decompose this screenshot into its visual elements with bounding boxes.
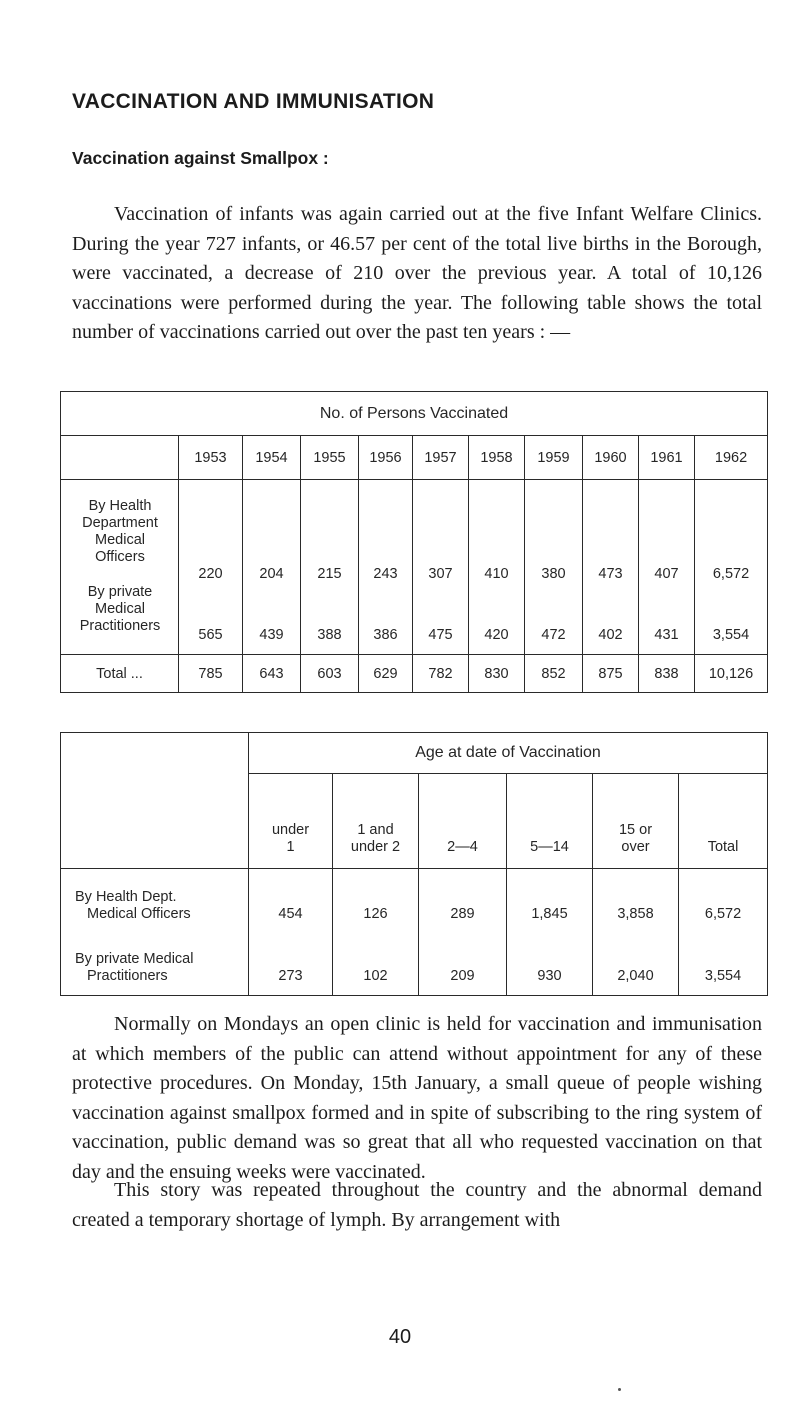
private-value: 3,554	[712, 627, 750, 643]
total-value: 785	[179, 655, 243, 693]
table2-title: Age at date of Vaccination	[249, 733, 768, 774]
total-value: 830	[469, 655, 525, 693]
total-value: 852	[525, 655, 583, 693]
table1-year-header-row	[61, 436, 768, 480]
year-data-cell	[413, 480, 469, 655]
age-at-vaccination-table	[60, 732, 768, 996]
year-data-cell	[243, 480, 301, 655]
health-dept-value: 410	[484, 566, 509, 582]
age-data-cell	[333, 869, 419, 996]
column-header-under-1: under 1	[249, 774, 333, 869]
private-value: 386	[373, 627, 398, 643]
year-data-cell	[525, 480, 583, 655]
health-dept-value: 380	[541, 566, 566, 582]
section-heading: VACCINATION AND IMMUNISATION	[72, 90, 435, 113]
private-value: 565	[198, 627, 223, 643]
private-value: 930	[537, 968, 562, 984]
health-dept-value: 407	[654, 566, 679, 582]
year-header: 1961	[639, 436, 695, 480]
year-header: 1953	[179, 436, 243, 480]
private-value: 102	[363, 968, 388, 984]
health-dept-value: 307	[428, 566, 453, 582]
health-dept-value: 289	[450, 906, 475, 922]
paragraph-lymph-shortage: This story was repeated throughout the country and the abnormal demand created a temporary shortage of lymph. By arrangement with	[72, 1179, 762, 1231]
year-header: 1955	[301, 436, 359, 480]
table1-corner-cell	[61, 436, 179, 480]
health-dept-value: 3,858	[617, 906, 654, 922]
total-value: 643	[243, 655, 301, 693]
private-value: 472	[541, 627, 566, 643]
private-value: 431	[654, 627, 679, 643]
year-data-cell	[469, 480, 525, 655]
table2-data-row	[61, 869, 768, 996]
year-header: 1962	[695, 436, 768, 480]
vaccinations-by-year-table	[60, 391, 768, 693]
table2-corner-cell	[61, 733, 249, 869]
column-header-total: Total	[679, 774, 768, 869]
health-dept-value: 126	[363, 906, 388, 922]
total-value: 603	[301, 655, 359, 693]
private-value: 402	[598, 627, 623, 643]
column-header-2-4: 2—4	[419, 774, 507, 869]
year-header: 1959	[525, 436, 583, 480]
row-label-private-practitioners: By private Medical Practitioners	[79, 584, 161, 634]
row-label-private-medical: By private Medical Practitioners	[75, 951, 194, 984]
subsection-heading: Vaccination against Smallpox :	[72, 148, 329, 168]
year-data-cell	[179, 480, 243, 655]
age-data-cell	[593, 869, 679, 996]
total-label: Total ...	[61, 655, 179, 693]
private-value: 475	[428, 627, 453, 643]
private-value: 439	[259, 627, 284, 643]
private-value: 388	[317, 627, 342, 643]
age-data-cell	[249, 869, 333, 996]
health-dept-value: 215	[317, 566, 342, 582]
health-dept-value: 220	[198, 566, 223, 582]
table1-row-labels	[61, 480, 179, 655]
private-value: 2,040	[617, 968, 654, 984]
age-data-cell	[419, 869, 507, 996]
health-dept-value: 1,845	[531, 906, 568, 922]
private-value: 3,554	[704, 968, 742, 984]
year-data-cell	[359, 480, 413, 655]
year-header: 1960	[583, 436, 639, 480]
year-header: 1958	[469, 436, 525, 480]
private-value: 209	[450, 968, 475, 984]
year-data-cell	[639, 480, 695, 655]
page-number: 40	[388, 1326, 412, 1348]
column-header-1-under-2: 1 and under 2	[333, 774, 419, 869]
total-value: 629	[359, 655, 413, 693]
total-value: 10,126	[695, 655, 768, 693]
age-data-cell	[507, 869, 593, 996]
table1-data-row	[61, 480, 768, 655]
year-data-cell	[695, 480, 768, 655]
health-dept-value: 243	[373, 566, 398, 582]
health-dept-value: 473	[598, 566, 623, 582]
year-header: 1954	[243, 436, 301, 480]
paragraph-open-clinic: Normally on Mondays an open clinic is held for vaccination and immunisation at which members of the public can attend without appointment for any of these protective procedures. On Monday, 15th January, a small queue of people wishing vaccination against smallpox formed and in spite of subscribing to the ring system of vaccination, public demand was so great that all who requested vaccination on that day and the ensuing weeks were vaccinated.	[72, 1013, 762, 1183]
scan-speck	[618, 1388, 621, 1391]
row-label-health-department: By Health Department Medical Officers	[82, 498, 158, 565]
total-value: 838	[639, 655, 695, 693]
total-value: 875	[583, 655, 639, 693]
private-value: 420	[484, 627, 509, 643]
table1-total-row	[61, 655, 768, 693]
health-dept-value: 204	[259, 566, 284, 582]
year-data-cell	[583, 480, 639, 655]
table1-title: No. of Persons Vaccinated	[61, 392, 768, 436]
age-data-cell	[679, 869, 768, 996]
private-value: 273	[278, 968, 303, 984]
health-dept-value: 454	[278, 906, 303, 922]
year-data-cell	[301, 480, 359, 655]
total-value: 782	[413, 655, 469, 693]
row-label-health-dept: By Health Dept. Medical Officers	[75, 889, 191, 922]
table2-row-labels	[61, 869, 249, 996]
year-header: 1956	[359, 436, 413, 480]
column-header-15-or-over: 15 or over	[593, 774, 679, 869]
health-dept-value: 6,572	[712, 566, 750, 582]
year-header: 1957	[413, 436, 469, 480]
column-header-5-14: 5—14	[507, 774, 593, 869]
health-dept-value: 6,572	[704, 906, 742, 922]
paragraph-intro: Vaccination of infants was again carried out at the five Infant Welfare Clinics. During the year 727 infants, or 46.57 per cent of the total live births in the Borough, were vaccinated, a decrease of 210 over the previous year. A total of 10,126 vaccinations were performed during the year. The following table shows the total number of vaccinations carried out over the past ten years : —	[72, 203, 762, 343]
